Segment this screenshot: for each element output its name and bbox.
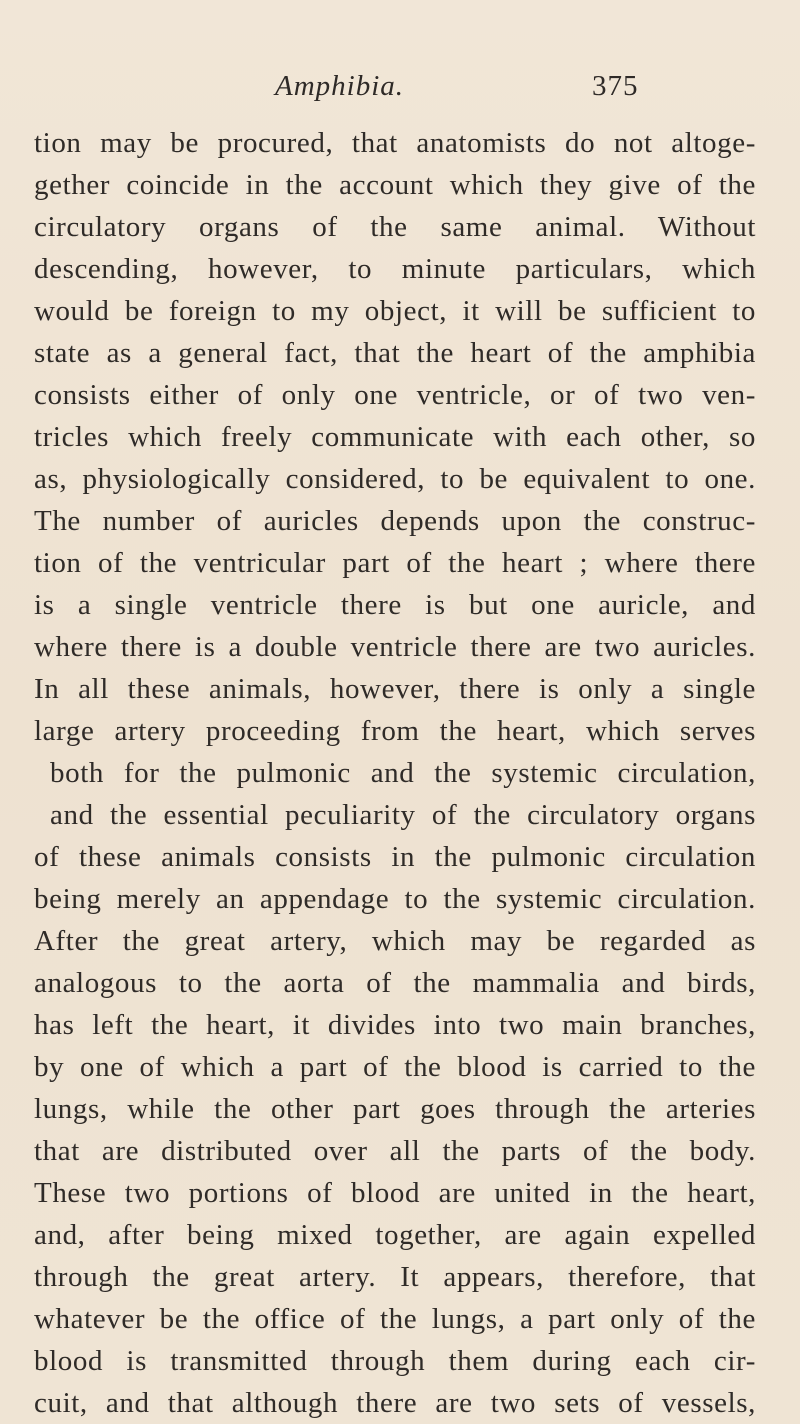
text-line: large artery proceeding from the heart, which serves — [34, 715, 756, 747]
text-line: being merely an appendage to the systemic circulation. — [34, 883, 756, 915]
text-line: blood is transmitted through them during each cir- — [34, 1345, 756, 1377]
text-line: would be foreign to my object, it will be sufficient to — [34, 295, 756, 327]
text-line: of these animals consists in the pulmonic circulation — [34, 841, 756, 873]
text-line: circulatory organs of the same animal. Without — [34, 211, 756, 243]
text-line: lungs, while the other part goes through the arteries — [34, 1093, 756, 1125]
text-line: These two portions of blood are united in the heart, — [34, 1177, 756, 1209]
text-line: cuit, and that although there are two sets of vessels, — [34, 1387, 756, 1419]
text-line: that are distributed over all the parts of the body. — [34, 1135, 756, 1167]
text-line: consists either of only one ventricle, or of two ven- — [34, 379, 756, 411]
text-line: has left the heart, it divides into two main branches, — [34, 1009, 756, 1041]
text-line: analogous to the aorta of the mammalia and birds, — [34, 967, 756, 999]
text-line: In all these animals, however, there is only a single — [34, 673, 756, 705]
running-head — [0, 70, 800, 110]
text-line: through the great artery. It appears, therefore, that — [34, 1261, 756, 1293]
text-line: and, after being mixed together, are again expelled — [34, 1219, 756, 1251]
running-title: Amphibia. — [275, 70, 405, 102]
text-line: state as a general fact, that the heart of the amphibia — [34, 337, 756, 369]
text-line: tion of the ventricular part of the heart ; where there — [34, 547, 756, 579]
text-line: as, physiologically considered, to be equivalent to one. — [34, 463, 756, 495]
text-line: both for the pulmonic and the systemic circulation, — [50, 757, 756, 789]
text-line: where there is a double ventricle there are two auricles. — [34, 631, 756, 663]
text-line: tricles which freely communicate with each other, so — [34, 421, 756, 453]
text-line: After the great artery, which may be regarded as — [34, 925, 756, 957]
text-line: The number of auricles depends upon the construc- — [34, 505, 756, 537]
text-line: and the essential peculiarity of the circulatory organs — [50, 799, 756, 831]
text-line: whatever be the office of the lungs, a part only of the — [34, 1303, 756, 1335]
text-line: by one of which a part of the blood is carried to the — [34, 1051, 756, 1083]
text-line: gether coincide in the account which they give of the — [34, 169, 756, 201]
text-line: descending, however, to minute particulars, which — [34, 253, 756, 285]
page-number: 375 — [592, 70, 639, 102]
text-line: tion may be procured, that anatomists do not altoge- — [34, 127, 756, 159]
text-line: is a single ventricle there is but one auricle, and — [34, 589, 756, 621]
